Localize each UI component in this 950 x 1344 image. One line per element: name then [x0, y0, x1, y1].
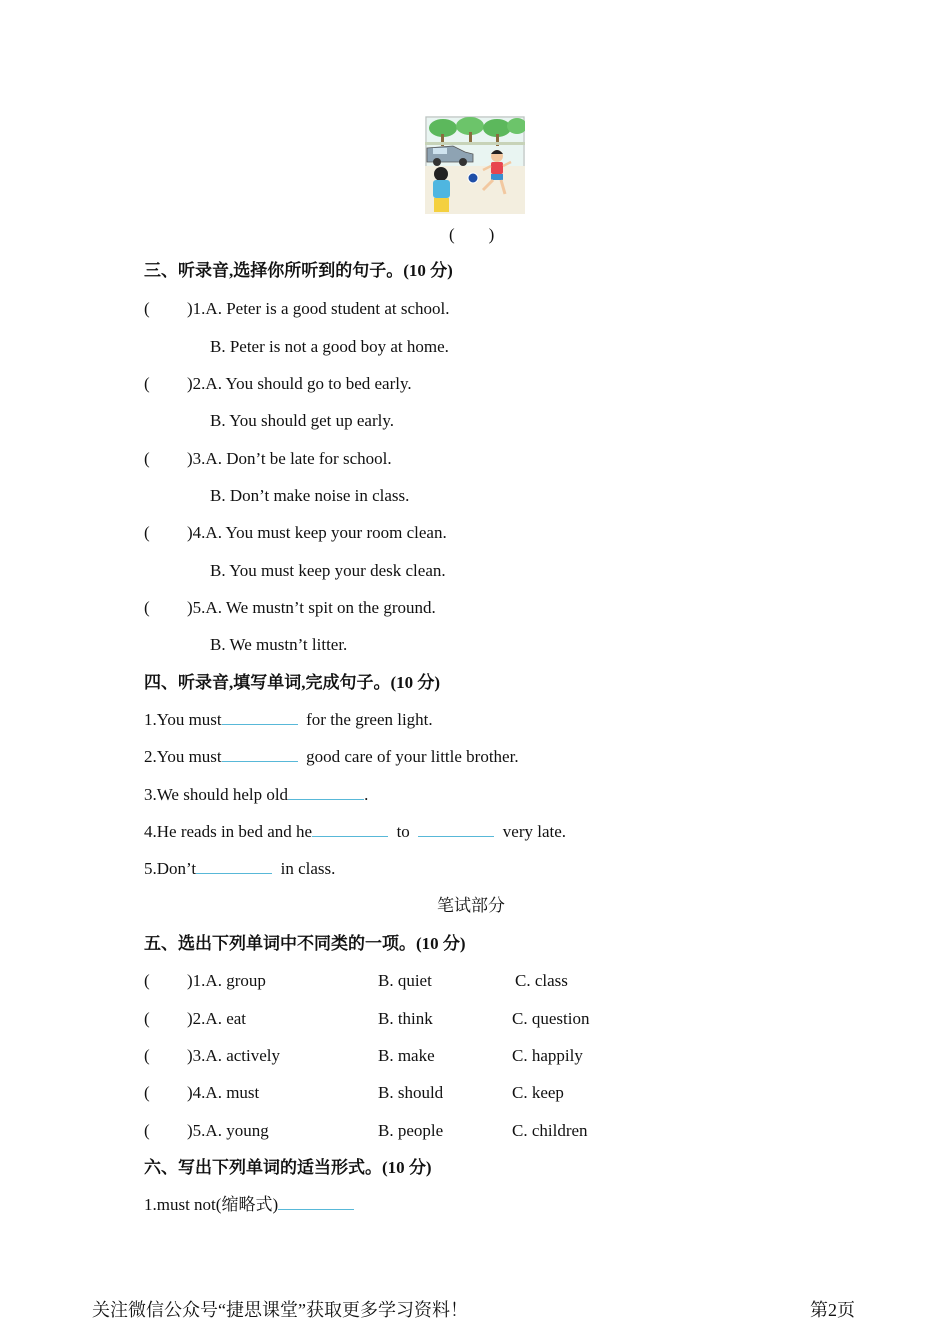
section4-heading: 四、听录音,填写单词,完成句子。(10 分) [144, 673, 441, 692]
section3-heading: 三、听录音,选择你所听到的句子。(10 分) [144, 261, 453, 280]
s4-s1-start: 1.You must [144, 710, 222, 729]
s3-q1-option-a: )1.A. Peter is a good student at school. [187, 299, 450, 318]
boy-back-icon [433, 167, 450, 212]
s3-q2-paren[interactable]: ( [144, 374, 150, 393]
s5-q5-option-b: B. people [378, 1121, 444, 1140]
s5-q3-option-b: B. make [378, 1046, 435, 1065]
s3-q4-option-a: )4.A. You must keep your room clean. [187, 523, 447, 542]
s4-s3-blank[interactable] [288, 785, 364, 800]
s5-q2-paren[interactable]: ( [144, 1009, 150, 1028]
s4-s2-blank[interactable] [222, 747, 298, 762]
s4-s3-start: 3.We should help old [144, 785, 289, 804]
s4-s1-end: for the green light. [306, 710, 433, 729]
s5-q2-option-b: B. think [378, 1009, 433, 1028]
s3-q3-option-b: B. Don’t make noise in class. [210, 486, 410, 505]
s5-q5-option-c: C. children [512, 1121, 588, 1140]
s3-q3-paren[interactable]: ( [144, 449, 150, 468]
section5-heading: 五、选出下列单词中不同类的一项。(10 分) [144, 934, 466, 953]
s5-q3-paren[interactable]: ( [144, 1046, 150, 1065]
s5-q4-option-c: C. keep [512, 1083, 564, 1102]
s4-s5-end: in class. [280, 859, 336, 878]
s4-sentence-3 [144, 784, 368, 806]
s3-q5-option-b: B. We mustn’t litter. [210, 635, 348, 654]
s4-s4-start: 4.He reads in bed and he [144, 822, 313, 841]
s3-q4-option-b: B. You must keep your desk clean. [210, 561, 446, 580]
s5-q2-option-c: C. question [512, 1009, 590, 1028]
section6-heading: 六、写出下列单词的适当形式。(10 分) [144, 1158, 432, 1177]
s4-sentence-1 [144, 709, 433, 731]
s5-q1-option-b: B. quiet [378, 971, 432, 990]
s3-q1-paren[interactable]: ( [144, 299, 150, 318]
s4-sentence-2 [144, 746, 519, 768]
s4-s2-start: 2.You must [144, 747, 222, 766]
s4-sentence-4 [144, 821, 566, 843]
s3-q5-paren[interactable]: ( [144, 598, 150, 617]
s5-q4-option-b: B. should [378, 1083, 444, 1102]
s4-s4-end: very late. [502, 822, 567, 841]
s5-q5-option-a: )5.A. young [187, 1121, 269, 1140]
s3-q1-option-b: B. Peter is not a good boy at home. [210, 337, 449, 356]
football-icon [468, 173, 478, 183]
s4-s5-start: 5.Don’t [144, 859, 197, 878]
football-kids-illustration [425, 116, 525, 214]
s6-sentence-1 [144, 1194, 354, 1216]
s3-q3-option-a: )3.A. Don’t be late for school. [187, 449, 392, 468]
s4-sentence-5 [144, 858, 335, 880]
s4-s4-blank-2[interactable] [418, 822, 494, 837]
written-part-title: 笔试部分 [437, 896, 505, 915]
s4-s3-end: . [364, 785, 369, 804]
s4-s1-blank[interactable] [222, 710, 298, 725]
s3-q5-option-a: )5.A. We mustn’t spit on the ground. [187, 598, 436, 617]
s5-q4-paren[interactable]: ( [144, 1083, 150, 1102]
footer-promo: 关注微信公众号“捷思课堂”获取更多学习资料！ [92, 1300, 468, 1320]
s5-q1-option-a: )1.A. group [187, 971, 266, 990]
s3-q4-paren[interactable]: ( [144, 523, 150, 542]
page-number: 第2页 [810, 1300, 855, 1320]
s5-q4-option-a: )4.A. must [187, 1083, 260, 1102]
s4-s2-end: good care of your little brother. [306, 747, 519, 766]
s3-q2-option-b: B. You should get up early. [210, 411, 395, 430]
picture-answer-bracket[interactable]: ( ) [449, 225, 495, 244]
s5-q1-option-c: C. class [515, 971, 568, 990]
s5-q2-option-a: )2.A. eat [187, 1009, 247, 1028]
s6-s1-blank[interactable] [278, 1195, 354, 1210]
s6-s1-text: 1.must not(缩略式) [144, 1195, 279, 1214]
s5-q3-option-a: )3.A. actively [187, 1046, 280, 1065]
s4-s5-blank[interactable] [196, 859, 272, 874]
s5-q1-paren[interactable]: ( [144, 971, 150, 990]
s5-q3-option-c: C. happily [512, 1046, 583, 1065]
s5-q5-paren[interactable]: ( [144, 1121, 150, 1140]
s3-q2-option-a: )2.A. You should go to bed early. [187, 374, 412, 393]
s4-s4-blank-1[interactable] [312, 822, 388, 837]
s4-s4-mid: to [396, 822, 410, 841]
